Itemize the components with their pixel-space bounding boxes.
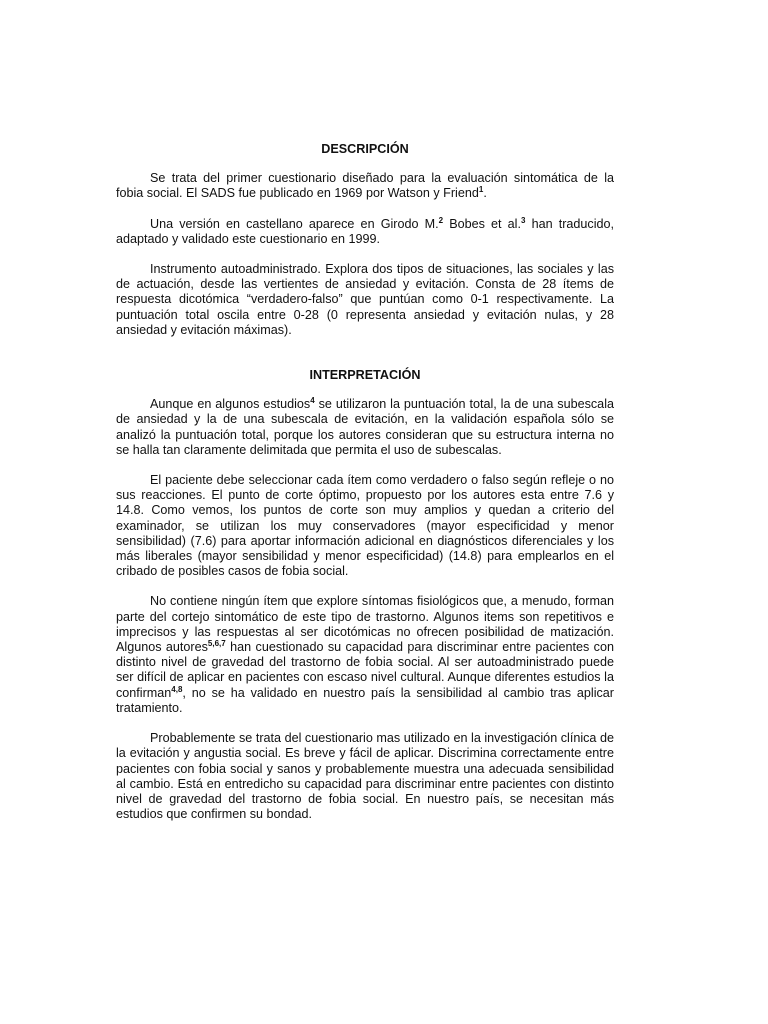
- paragraph-text: Aunque en algunos estudios: [150, 397, 311, 412]
- paragraph-text: , no se ha validado en nuestro país la sensibilidad al cambio tras aplicar tratamiento.: [116, 685, 614, 715]
- descripcion-paragraph-1: [116, 171, 614, 201]
- reference-superscript: 2: [438, 215, 444, 225]
- document-page: [116, 142, 614, 822]
- paragraph-text: Se trata del primer cuestionario diseñado para la evaluación sintomática de la fobia social. El SADS fue publicado en 1969 por Watson y Friend: [116, 171, 614, 201]
- paragraph-text: han cuestionado su capacidad para discriminar entre pacientes con distinto nivel de gravedad del trastorno de fobia social. Al ser autoadministrado puede ser difícil de aplicar en pacientes con escaso nivel cultural. Aunque diferentes estudios la confirman: [116, 640, 614, 700]
- paragraph-text: Una versión en castellano aparece en Girodo M.: [150, 216, 439, 231]
- reference-superscript: 4: [310, 396, 315, 406]
- descripcion-paragraph-2: [116, 217, 614, 247]
- paragraph-text: .: [483, 186, 487, 201]
- reference-superscript: 3: [520, 215, 526, 225]
- interpretacion-paragraph-4: Probablemente se trata del cuestionario mas utilizado en la investigación clínica de la evitación y angustia social. Es breve y fácil de aplicar. Discrimina correctamente entre pacientes con fobia social y sanos y probablemente muestra una adecuada sensibilidad al cambio. Está en entredicho su capacidad para discriminar entre pacientes con distinto nivel de gravedad del trastorno de fobia social. En nuestro país, se necesitan más estudios que confirmen su bondad.: [116, 731, 614, 822]
- paragraph-text: No contiene ningún ítem que explore síntomas fisiológicos que, a menudo, forman parte del cortejo sintomático de este tipo de trastorno. Algunos items son repetitivos e imprecisos y las respuestas al ser dicotómicas no ofrecen posibilidad de matización. Algunos autores: [116, 594, 614, 655]
- section-heading-interpretacion: INTERPRETACIÓN: [309, 368, 421, 383]
- descripcion-paragraph-3: Instrumento autoadministrado. Explora dos tipos de situaciones, las sociales y las de actuación, desde las vertientes de ansiedad y evitación. Consta de 28 ítems de respuesta dicotómica “verdadero-falso” que puntúan como 0-1 respectivamente. La puntuación total oscila entre 0-28 (0 representa ansiedad y evitación nulas, y 28 ansiedad y evitación máximas).: [116, 262, 614, 337]
- paragraph-text: se utilizaron la puntuación total, la de una subescala de ansiedad y la de una subescala de evitación, en la validación española sólo se analizó la puntuación total, porque los autores consideran que su estructura interna no se halla tan claramente delimitada que permita el uso de subescalas.: [116, 397, 614, 457]
- reference-superscript: 4,8: [171, 684, 183, 694]
- section-heading-descripcion: DESCRIPCIÓN: [321, 142, 409, 156]
- paragraph-text: han traducido, adaptado y validado este cuestionario en 1999.: [116, 216, 615, 246]
- reference-superscript: 1: [478, 185, 484, 195]
- interpretacion-paragraph-1: [116, 397, 614, 458]
- paragraph-text: Bobes et al.: [443, 216, 521, 231]
- reference-superscript: 5,6,7: [207, 638, 226, 648]
- interpretacion-paragraph-3: [116, 594, 614, 716]
- interpretacion-paragraph-2: El paciente debe seleccionar cada ítem como verdadero o falso según refleje o no sus reacciones. El punto de corte óptimo, propuesto por los autores esta entre 7.6 y 14.8. Como vemos, los puntos de corte son muy amplios y quedan a criterio del examinador, se utilizan los muy conservadores (mayor especificidad y menor sensibilidad) (7.6) para aportar información adicional en diagnósticos diferenciales y los más liberales (mayor sensibilidad y menor especificidad) (14.8) para emplearlos en el cribado de posibles casos de fobia social.: [116, 473, 614, 579]
